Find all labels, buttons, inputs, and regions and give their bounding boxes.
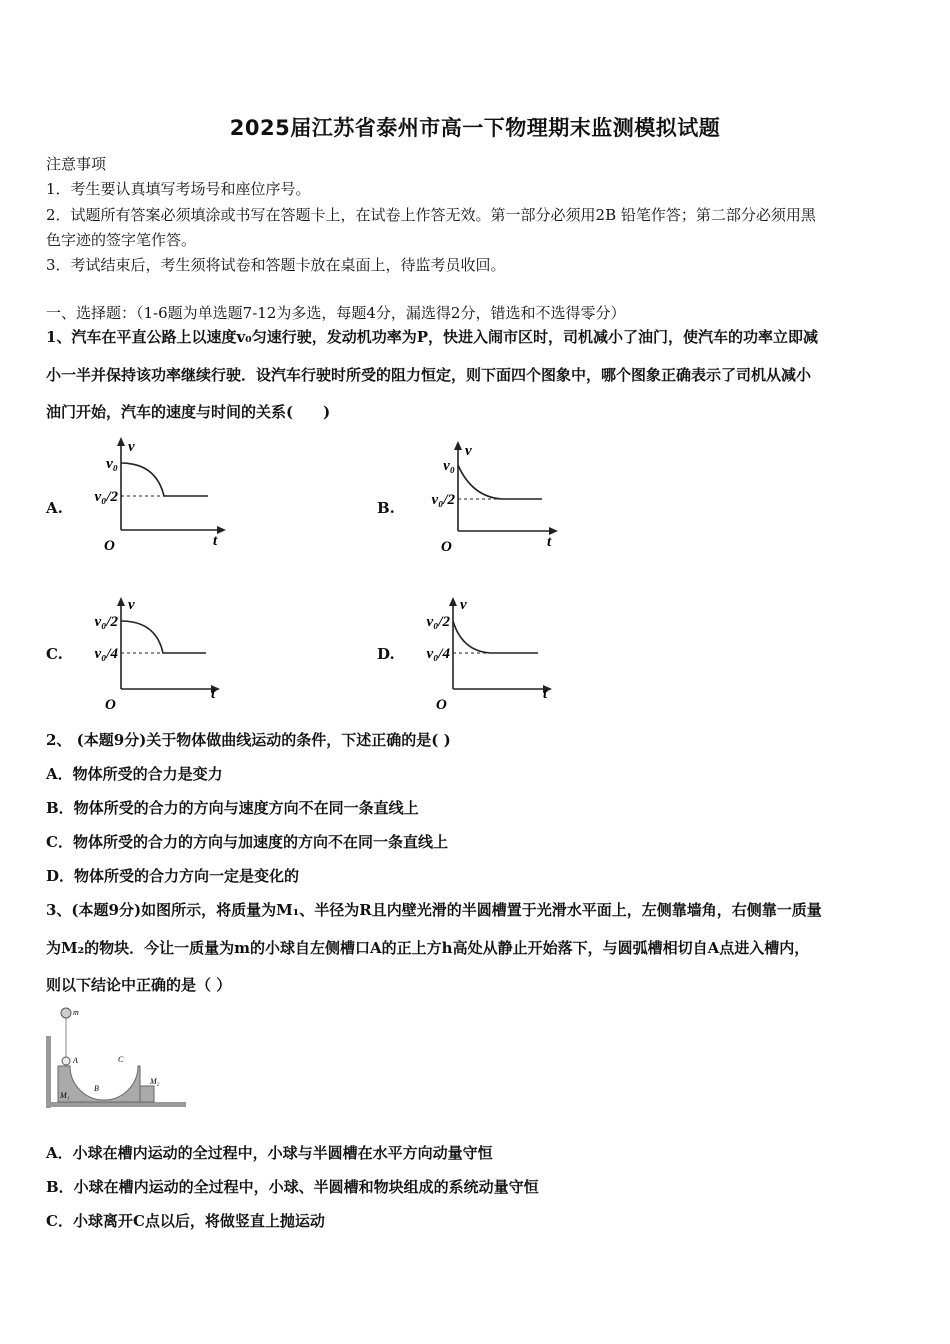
origin-label: O: [104, 538, 115, 554]
q1-stem-line: 小一半并保持该功率继续行驶．设汽车行驶时所受的阻力恒定，则下面四个图象中，哪个图象正确表示了司机从减小: [46, 366, 812, 384]
label-m2: M₂: [150, 1077, 160, 1086]
origin-label: O: [436, 697, 447, 713]
high-value-label: v₀: [106, 456, 118, 472]
q3-stem-line: 3、(本题9分)如图所示，将质量为M₁、半径为R且内壁光滑的半圆槽置于光滑水平面上，左侧靠墙角，右侧靠一质量: [46, 901, 822, 919]
axis-v-label: v: [460, 597, 467, 613]
q3-stem-line: 则以下结论中正确的是（ ）: [46, 976, 232, 994]
high-value-label: v₀/2: [426, 614, 450, 630]
high-value-label: v₀: [443, 458, 455, 474]
q3-stem-line: 为M₂的物块．今让一质量为m的小球自左侧槽口A的正上方h高处从静止开始落下，与圆弧槽相切自A点进入槽内，: [46, 939, 810, 957]
graph-b: [410, 438, 570, 560]
q3-option: B．小球在槽内运动的全过程中，小球、半圆槽和物块组成的系统动量守恒: [46, 1178, 539, 1196]
option-label: B.: [377, 499, 395, 517]
option-label: C.: [46, 645, 63, 663]
q2-option: A．物体所受的合力是变力: [46, 765, 223, 783]
q3-figure: [44, 1004, 189, 1114]
label-m: m: [73, 1008, 79, 1017]
q3-option: A．小球在槽内运动的全过程中，小球与半圆槽在水平方向动量守恒: [46, 1144, 493, 1162]
q2-option: D．物体所受的合力方向一定是变化的: [46, 867, 300, 885]
axis-t-label: t: [547, 534, 552, 550]
section-heading: 一、选择题：（1-6题为单选题7-12为多选，每题4分，漏选得2分，错选和不选得零分）: [46, 304, 626, 322]
q2-option: B．物体所受的合力的方向与速度方向不在同一条直线上: [46, 799, 419, 817]
graph-a: [80, 435, 250, 560]
graph-d: [404, 592, 564, 714]
option-label: D.: [377, 645, 395, 663]
label-m1: M₁: [60, 1091, 70, 1100]
graph-c: [72, 592, 252, 714]
q1-stem-line: 油门开始，汽车的速度与时间的关系( ): [46, 403, 331, 421]
label-b: B: [94, 1084, 99, 1093]
axis-v-label: v: [128, 597, 135, 613]
origin-label: O: [105, 697, 116, 713]
axis-t-label: t: [213, 533, 218, 549]
notice-item: 1．考生要认真填写考场号和座位序号。: [46, 180, 311, 198]
high-value-label: v₀/2: [94, 614, 118, 630]
axis-v-label: v: [128, 439, 135, 455]
q2-option: C．物体所受的合力的方向与加速度的方向不在同一条直线上: [46, 833, 448, 851]
low-value-label: v₀/4: [94, 646, 118, 662]
option-label: A.: [46, 499, 63, 517]
low-value-label: v₀/4: [426, 646, 450, 662]
page-title: 2025届江苏省泰州市高一下物理期末监测模拟试题: [229, 116, 721, 140]
notice-item: 3．考试结束后，考生须将试卷和答题卡放在桌面上，待监考员收回。: [46, 256, 506, 274]
axis-t-label: t: [543, 686, 548, 702]
notice-item: 色字迹的签字笔作答。: [46, 231, 197, 249]
low-value-label: v₀/2: [94, 489, 118, 505]
label-a: A: [73, 1056, 78, 1065]
q2-stem: 2、 (本题9分)关于物体做曲线运动的条件，下述正确的是( ): [46, 731, 451, 749]
label-c: C: [118, 1055, 124, 1064]
axis-t-label: t: [211, 686, 216, 702]
q1-stem-line: 1、汽车在平直公路上以速度v₀匀速行驶，发动机功率为P，快进入闹市区时，司机减小了油门，使汽车的功率立即减: [46, 328, 819, 346]
low-value-label: v₀/2: [431, 492, 455, 508]
notice-item: 2．试题所有答案必须填涂或书写在答题卡上，在试卷上作答无效。第一部分必须用2B 铅笔作答；第二部分必须用黑: [46, 206, 816, 224]
axis-v-label: v: [465, 443, 472, 459]
origin-label: O: [441, 539, 452, 555]
notice-heading: 注意事项: [46, 155, 107, 173]
q3-option: C．小球离开C点以后，将做竖直上抛运动: [46, 1212, 325, 1230]
